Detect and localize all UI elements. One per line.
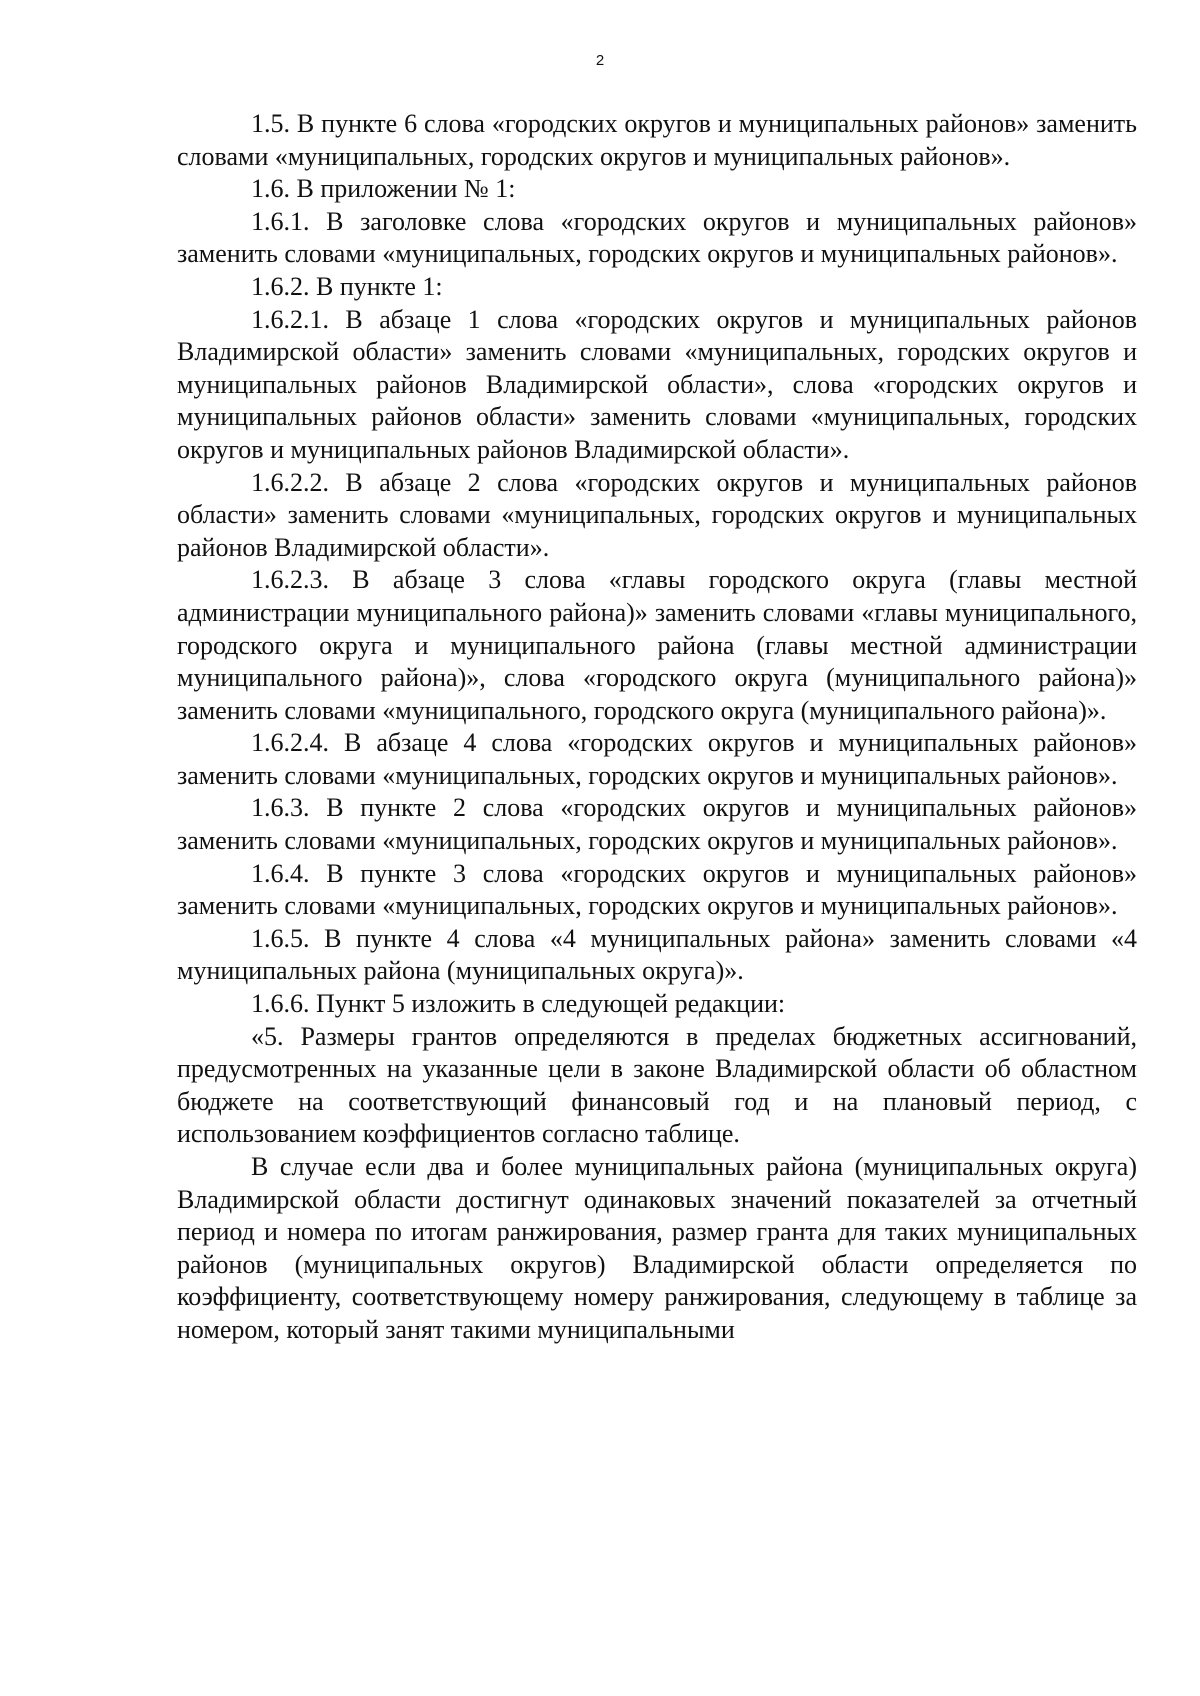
paragraph-1-6-4: 1.6.4. В пункте 3 слова «городских округов и муниципальных районов» заменить словами «муниципальных, городских округов и муниципальных районов». — [177, 858, 1137, 921]
document-body — [177, 108, 1137, 1347]
paragraph-1-6-2-4: 1.6.2.4. В абзаце 4 слова «городских округов и муниципальных районов» заменить словами «муниципальных, городских округов и муниципальных районов». — [177, 728, 1137, 790]
paragraph-1-6: 1.6. В приложении № 1: — [251, 174, 516, 204]
paragraph-equal-values: В случае если два и более муниципальных района (муниципальных округа) Владимирской области достигнут одинаковых значений показателей за отчетный период и номера по итогам ранжирования, размер гранта для таких муниципальных районов (муниципальных округов) Владимирской области определяется по коэффициенту, соответствующему номеру ранжирования, следующему в таблице за номером, который занят такими муниципальными — [177, 1152, 1137, 1344]
paragraph-1-6-2-3: 1.6.2.3. В абзаце 3 слова «главы городского округа (главы местной администрации муниципального района)» заменить словами «главы муниципального, городского округа и муниципального района (главы местной администрации муниципального района)», слова «городского округа (муниципального района)» заменить словами «муниципального, городского округа (муниципального района)». — [177, 565, 1137, 725]
paragraph-1-6-2-2: 1.6.2.2. В абзаце 2 слова «городских округов и муниципальных районов области» заменить словами «муниципальных, городских округов и муниципальных районов Владимирской области». — [177, 467, 1137, 562]
paragraph-1-6-6: 1.6.6. Пункт 5 изложить в следующей редакции: — [251, 989, 786, 1019]
paragraph-1-6-3: 1.6.3. В пункте 2 слова «городских округов и муниципальных районов» заменить словами «муниципальных, городских округов и муниципальных районов». — [177, 793, 1137, 856]
paragraph-1-6-2: 1.6.2. В пункте 1: — [251, 271, 443, 301]
paragraph-1-6-5: 1.6.5. В пункте 4 слова «4 муниципальных района» заменить словами «4 муниципальных района (муниципальных округа)». — [177, 923, 1137, 986]
paragraph-1-6-1: 1.6.1. В заголовке слова «городских округов и муниципальных районов» заменить словами «муниципальных, городских округов и муниципальных районов». — [177, 206, 1137, 269]
paragraph-point-5: «5. Размеры грантов определяются в пределах бюджетных ассигнований, предусмотренных на указанные цели в законе Владимирской области об областном бюджете на соответствующий финансовый год и на плановый период, с использованием коэффициентов согласно таблице. — [177, 1021, 1137, 1149]
paragraph-1-6-2-1: 1.6.2.1. В абзаце 1 слова «городских округов и муниципальных районов Владимирской области» заменить словами «муниципальных, городских округов и муниципальных районов Владимирской области», слова «городских округов и муниципальных районов области» заменить словами «муниципальных, городских округов и муниципальных районов Владимирской области». — [177, 304, 1137, 464]
paragraph-1-5: 1.5. В пункте 6 слова «городских округов и муниципальных районов» заменить словами «муниципальных, городских округов и муниципальных районов». — [177, 109, 1137, 171]
page-number: 2 — [595, 52, 605, 69]
